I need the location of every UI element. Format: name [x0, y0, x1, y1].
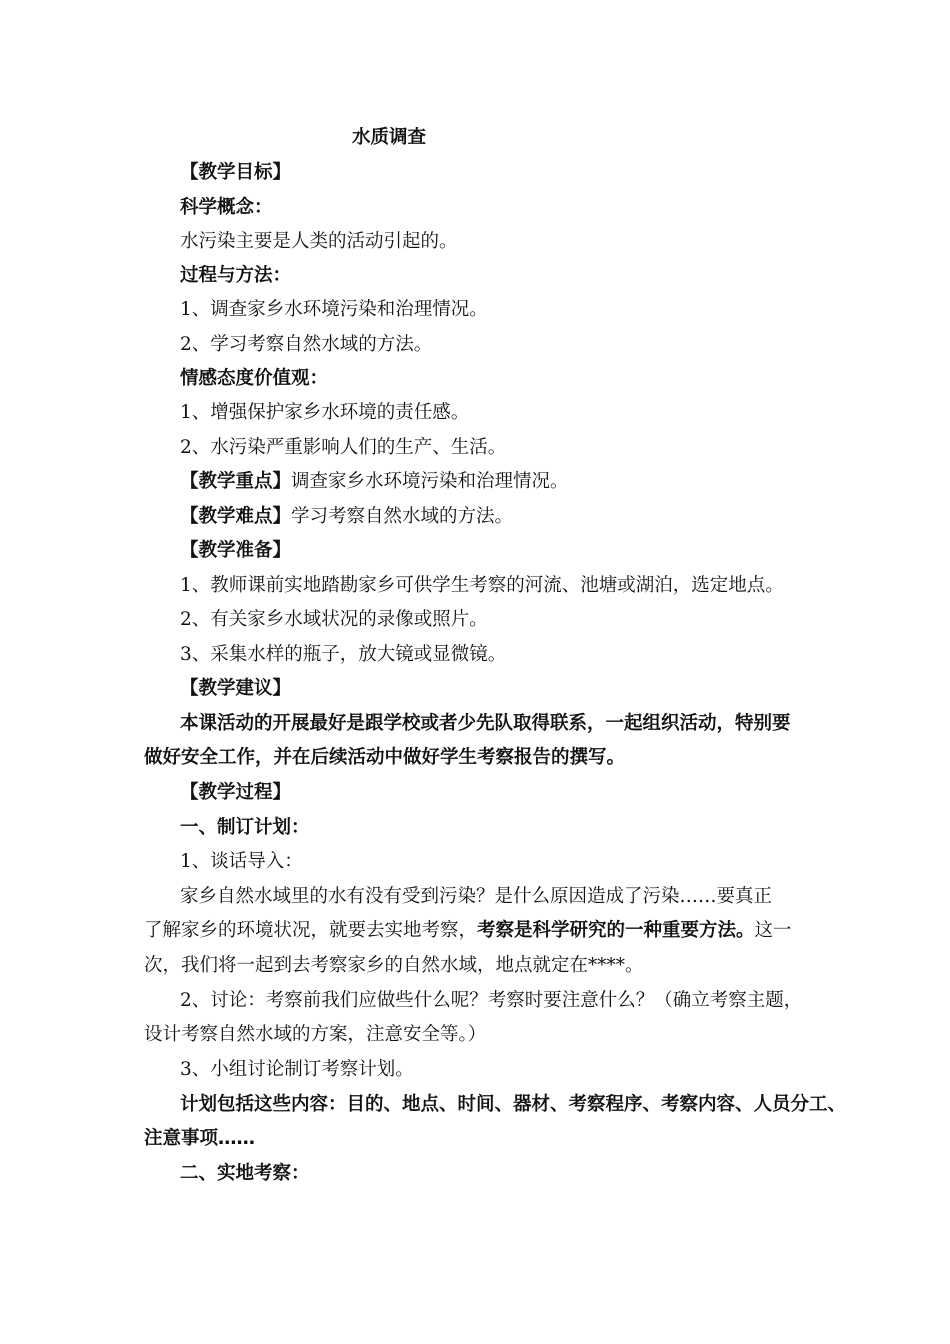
page-title: 水质调查	[352, 127, 427, 148]
process-item-1: 1、调查家乡水环境污染和治理情况。	[180, 299, 488, 320]
advice-line-1: 本课活动的开展最好是跟学校或者少先队取得联系，一起组织活动，特别要	[180, 713, 791, 734]
advice-heading: 【教学建议】	[180, 678, 292, 699]
step-2-line-2: 设计考察自然水域的方案，注意安全等。）	[144, 1024, 487, 1045]
intro-line-2	[144, 918, 792, 944]
step-3: 3、小组讨论制订考察计划。	[180, 1059, 414, 1080]
concept-heading: 科学概念：	[180, 197, 273, 218]
section-1-heading: 一、制订计划：	[180, 817, 310, 838]
difficulty-label: 【教学难点】	[180, 506, 292, 527]
intro-line-1: 家乡自然水域里的水有没有受到污染？是什么原因造成了污染……要真正	[180, 886, 773, 907]
intro-line-2-part-a: 了解家乡的环境状况，就要去实地考察，	[144, 920, 478, 941]
key-point	[180, 469, 569, 495]
plan-line-1: 计划包括这些内容：目的、地点、时间、器材、考察程序、考察内容、人员分工、	[180, 1094, 847, 1115]
prep-heading: 【教学准备】	[180, 540, 292, 561]
difficulty-text: 学习考察自然水域的方法。	[291, 506, 514, 527]
goals-heading: 【教学目标】	[180, 162, 292, 183]
attitude-item-2: 2、水污染严重影响人们的生产、生活。	[180, 437, 507, 458]
intro-line-3: 次，我们将一起到去考察家乡的自然水域，地点就定在****。	[144, 955, 644, 976]
plan-line-2: 注意事项……	[144, 1128, 256, 1149]
advice-line-2: 做好安全工作，并在后续活动中做好学生考察报告的撰写。	[144, 747, 626, 768]
prep-item-3: 3、采集水样的瓶子，放大镜或显微镜。	[180, 644, 507, 665]
key-point-label: 【教学重点】	[180, 471, 292, 492]
process-heading: 过程与方法：	[180, 265, 292, 286]
key-point-text: 调查家乡水环境污染和治理情况。	[291, 471, 569, 492]
process-item-2: 2、学习考察自然水域的方法。	[180, 334, 433, 355]
prep-item-2: 2、有关家乡水域状况的录像或照片。	[180, 609, 488, 630]
section-2-heading: 二、实地考察：	[180, 1163, 310, 1184]
intro-line-2-part-c: 这一	[754, 920, 792, 941]
attitude-heading: 情感态度价值观：	[180, 368, 329, 389]
difficulty-point	[180, 504, 513, 530]
procedure-heading: 【教学过程】	[180, 782, 292, 803]
step-1: 1、谈话导入：	[180, 851, 303, 872]
step-2-line-1: 2、讨论：考察前我们应做些什么呢？考察时要注意什么？（确立考察主题，	[180, 990, 803, 1011]
attitude-item-1: 1、增强保护家乡水环境的责任感。	[180, 402, 470, 423]
intro-line-2-emphasis: 考察是科学研究的一种重要方法。	[477, 920, 755, 941]
concept-item: 水污染主要是人类的活动引起的。	[180, 231, 458, 252]
prep-item-1: 1、教师课前实地踏勘家乡可供学生考察的河流、池塘或湖泊，选定地点。	[180, 575, 784, 596]
